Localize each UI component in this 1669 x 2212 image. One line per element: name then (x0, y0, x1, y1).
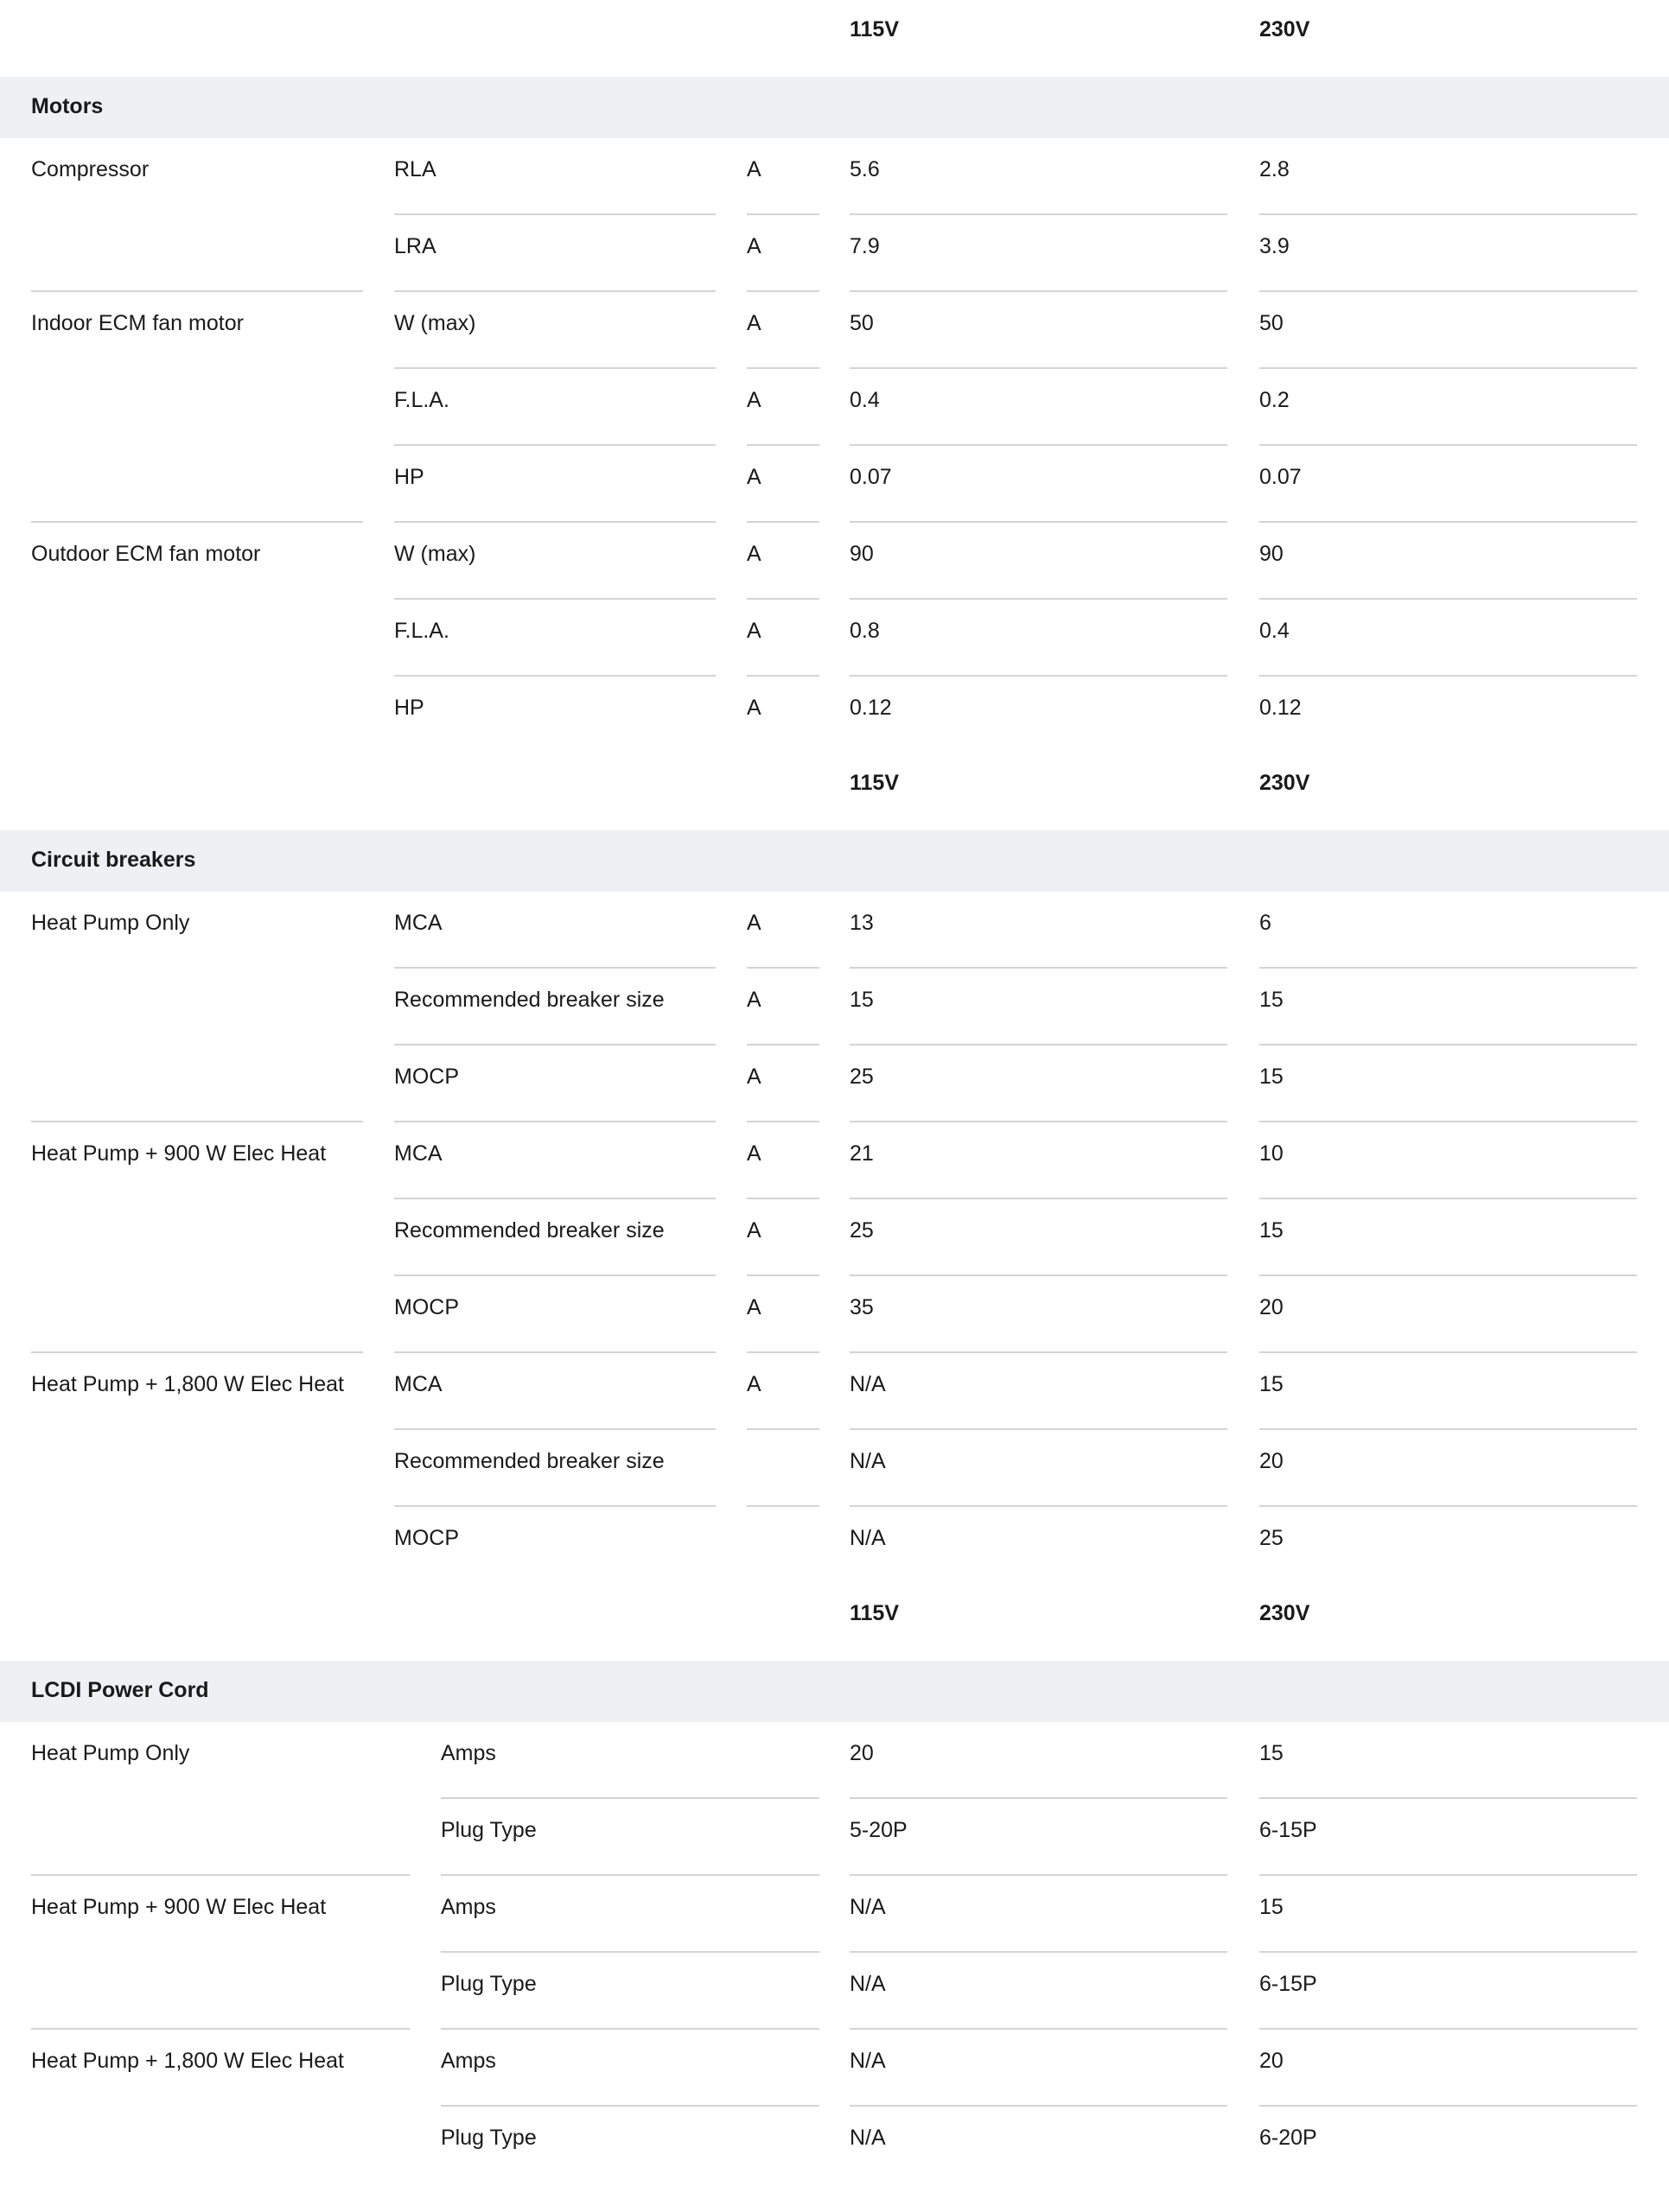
group-label-spacer (31, 1799, 410, 1876)
value-115v: 0.4 (850, 369, 1227, 446)
parameter-name: Plug Type (441, 1799, 819, 1876)
value-230v: 3.9 (1259, 215, 1637, 292)
value-230v: 90 (1259, 523, 1637, 600)
value-230v: 0.2 (1259, 369, 1637, 446)
table-row (0, 369, 1669, 446)
unit-cell: A (747, 369, 819, 446)
unit-cell: A (747, 523, 819, 600)
table-row (0, 969, 1669, 1046)
group-label-spacer (31, 1276, 363, 1353)
group-label-spacer (31, 369, 363, 446)
unit-cell: A (747, 969, 819, 1046)
unit-cell: A (747, 292, 819, 369)
value-115v: 5.6 (850, 138, 1227, 215)
value-115v: 21 (850, 1122, 1227, 1199)
table-row (0, 1276, 1669, 1353)
value-115v: 25 (850, 1199, 1227, 1276)
value-230v: 15 (1259, 969, 1637, 1046)
table-row (0, 138, 1669, 215)
group-label-spacer (31, 600, 363, 677)
parameter-name: MOCP (394, 1526, 459, 1550)
section-header-motors (0, 77, 1669, 138)
table-row (0, 677, 1669, 753)
value-230v: 6 (1259, 892, 1637, 969)
unit-cell: A (747, 446, 819, 523)
section-title: Motors (31, 94, 104, 118)
value-230v: 20 (1259, 2030, 1637, 2107)
value-115v: N/A (850, 1876, 1227, 1953)
unit-cell: A (747, 600, 819, 677)
value-230v: 6-15P (1259, 1953, 1637, 2030)
value-115v: 7.9 (850, 215, 1227, 292)
value-115v: 35 (850, 1276, 1227, 1353)
value-115v: 15 (850, 969, 1227, 1046)
unit-cell: A (747, 1276, 819, 1353)
table-row (0, 892, 1669, 969)
parameter-name: RLA (394, 138, 716, 215)
unit-cell: A (747, 1046, 819, 1122)
value-230v: 6-15P (1259, 1799, 1637, 1876)
unit-cell: A (747, 215, 819, 292)
parameter-name: Recommended breaker size (394, 969, 716, 1046)
parameter-name: MCA (394, 1353, 716, 1430)
parameter-name: MOCP (394, 1046, 716, 1122)
parameter-name: F.L.A. (394, 600, 716, 677)
table-row (0, 1799, 1669, 1876)
group-label-spacer (31, 677, 363, 753)
group-label: Compressor (31, 157, 150, 181)
parameter-name: Plug Type (441, 1953, 819, 2030)
value-230v: 25 (1259, 1526, 1284, 1550)
value-115v: 0.8 (850, 600, 1227, 677)
group-label: Heat Pump + 1,800 W Elec Heat (31, 1372, 344, 1396)
table-row (0, 2107, 1669, 2183)
parameter-name: MCA (394, 1122, 716, 1199)
value-230v: 20 (1259, 1276, 1637, 1353)
section-header-circuit-breakers (0, 830, 1669, 892)
table-row (0, 1507, 1669, 1584)
value-230v: 15 (1259, 1722, 1637, 1799)
table-row (0, 1876, 1669, 1953)
parameter-name: MCA (394, 892, 716, 969)
unit-cell (747, 1507, 819, 1584)
unit-cell: A (747, 892, 819, 969)
value-230v: 15 (1259, 1199, 1637, 1276)
value-230v: 20 (1259, 1430, 1637, 1507)
table-row (0, 292, 1669, 369)
value-230v: 0.07 (1259, 446, 1637, 523)
group-label: Heat Pump Only (31, 1741, 190, 1765)
parameter-name: Recommended breaker size (394, 1430, 716, 1507)
unit-cell (747, 1430, 819, 1507)
parameter-name: Amps (441, 1722, 819, 1799)
voltage-label-115v: 115V (850, 17, 900, 41)
group-label: Outdoor ECM fan motor (31, 542, 261, 566)
value-115v: 25 (850, 1046, 1227, 1122)
section-title: LCDI Power Cord (31, 1678, 209, 1702)
table-row (0, 1046, 1669, 1122)
value-115v: 13 (850, 892, 1227, 969)
parameter-name: LRA (394, 215, 716, 292)
value-115v: N/A (850, 1953, 1227, 2030)
unit-cell: A (747, 696, 761, 720)
value-115v: 50 (850, 292, 1227, 369)
unit-cell: A (747, 138, 819, 215)
value-115v: N/A (850, 1526, 886, 1550)
parameter-name: HP (394, 696, 424, 720)
voltage-label-230v: 230V (1259, 1601, 1310, 1625)
group-label-spacer (31, 215, 363, 292)
section-title: Circuit breakers (31, 848, 196, 872)
voltage-label-230v: 230V (1259, 17, 1310, 41)
group-label-spacer (31, 969, 363, 1046)
voltage-header-row (0, 753, 1669, 830)
value-230v: 15 (1259, 1876, 1637, 1953)
parameter-name: Recommended breaker size (394, 1199, 716, 1276)
value-230v: 15 (1259, 1353, 1637, 1430)
table-row (0, 1353, 1669, 1430)
unit-cell: A (747, 1353, 819, 1430)
value-230v: 2.8 (1259, 138, 1637, 215)
parameter-name: Amps (441, 1876, 819, 1953)
voltage-label-115v: 115V (850, 771, 900, 795)
value-230v: 6-20P (1259, 2126, 1317, 2150)
table-row (0, 1122, 1669, 1199)
parameter-name: W (max) (394, 292, 716, 369)
table-row (0, 523, 1669, 600)
group-label-spacer (31, 1199, 363, 1276)
voltage-label-115v: 115V (850, 1601, 900, 1625)
table-row (0, 1722, 1669, 1799)
value-115v: 0.07 (850, 446, 1227, 523)
value-230v: 0.4 (1259, 600, 1637, 677)
group-label-spacer (31, 1507, 363, 1584)
group-label: Indoor ECM fan motor (31, 311, 244, 335)
value-230v: 10 (1259, 1122, 1637, 1199)
voltage-header-row (0, 1584, 1669, 1661)
value-115v: N/A (850, 1353, 1227, 1430)
table-row (0, 1430, 1669, 1507)
value-230v: 0.12 (1259, 696, 1302, 720)
group-label: Heat Pump Only (31, 911, 190, 935)
value-115v: 20 (850, 1722, 1227, 1799)
parameter-name: HP (394, 446, 716, 523)
group-label-spacer (31, 1046, 363, 1122)
value-115v: N/A (850, 2126, 886, 2150)
group-label: Heat Pump + 900 W Elec Heat (31, 1141, 327, 1166)
group-label-spacer (31, 1430, 363, 1507)
parameter-name: MOCP (394, 1276, 716, 1353)
table-row (0, 2030, 1669, 2107)
value-115v: 90 (850, 523, 1227, 600)
table-row (0, 446, 1669, 523)
voltage-label-230v: 230V (1259, 771, 1310, 795)
group-label-spacer (31, 1953, 410, 2030)
voltage-header-row (0, 0, 1669, 77)
value-115v: N/A (850, 2030, 1227, 2107)
table-row (0, 1199, 1669, 1276)
value-230v: 15 (1259, 1046, 1637, 1122)
value-115v: N/A (850, 1430, 1227, 1507)
value-115v: 0.12 (850, 696, 892, 720)
parameter-name: W (max) (394, 523, 716, 600)
parameter-name: Amps (441, 2030, 819, 2107)
table-row (0, 215, 1669, 292)
table-row (0, 1953, 1669, 2030)
value-115v: 5-20P (850, 1799, 1227, 1876)
value-230v: 50 (1259, 292, 1637, 369)
group-label: Heat Pump + 900 W Elec Heat (31, 1895, 327, 1919)
unit-cell: A (747, 1122, 819, 1199)
section-header-lcdi-power-cord (0, 1661, 1669, 1722)
parameter-name: F.L.A. (394, 369, 716, 446)
group-label-spacer (31, 446, 363, 523)
group-label: Heat Pump + 1,800 W Elec Heat (31, 2049, 344, 2073)
unit-cell: A (747, 1199, 819, 1276)
group-label-spacer (31, 2107, 410, 2183)
table-row (0, 600, 1669, 677)
parameter-name: Plug Type (441, 2126, 537, 2150)
